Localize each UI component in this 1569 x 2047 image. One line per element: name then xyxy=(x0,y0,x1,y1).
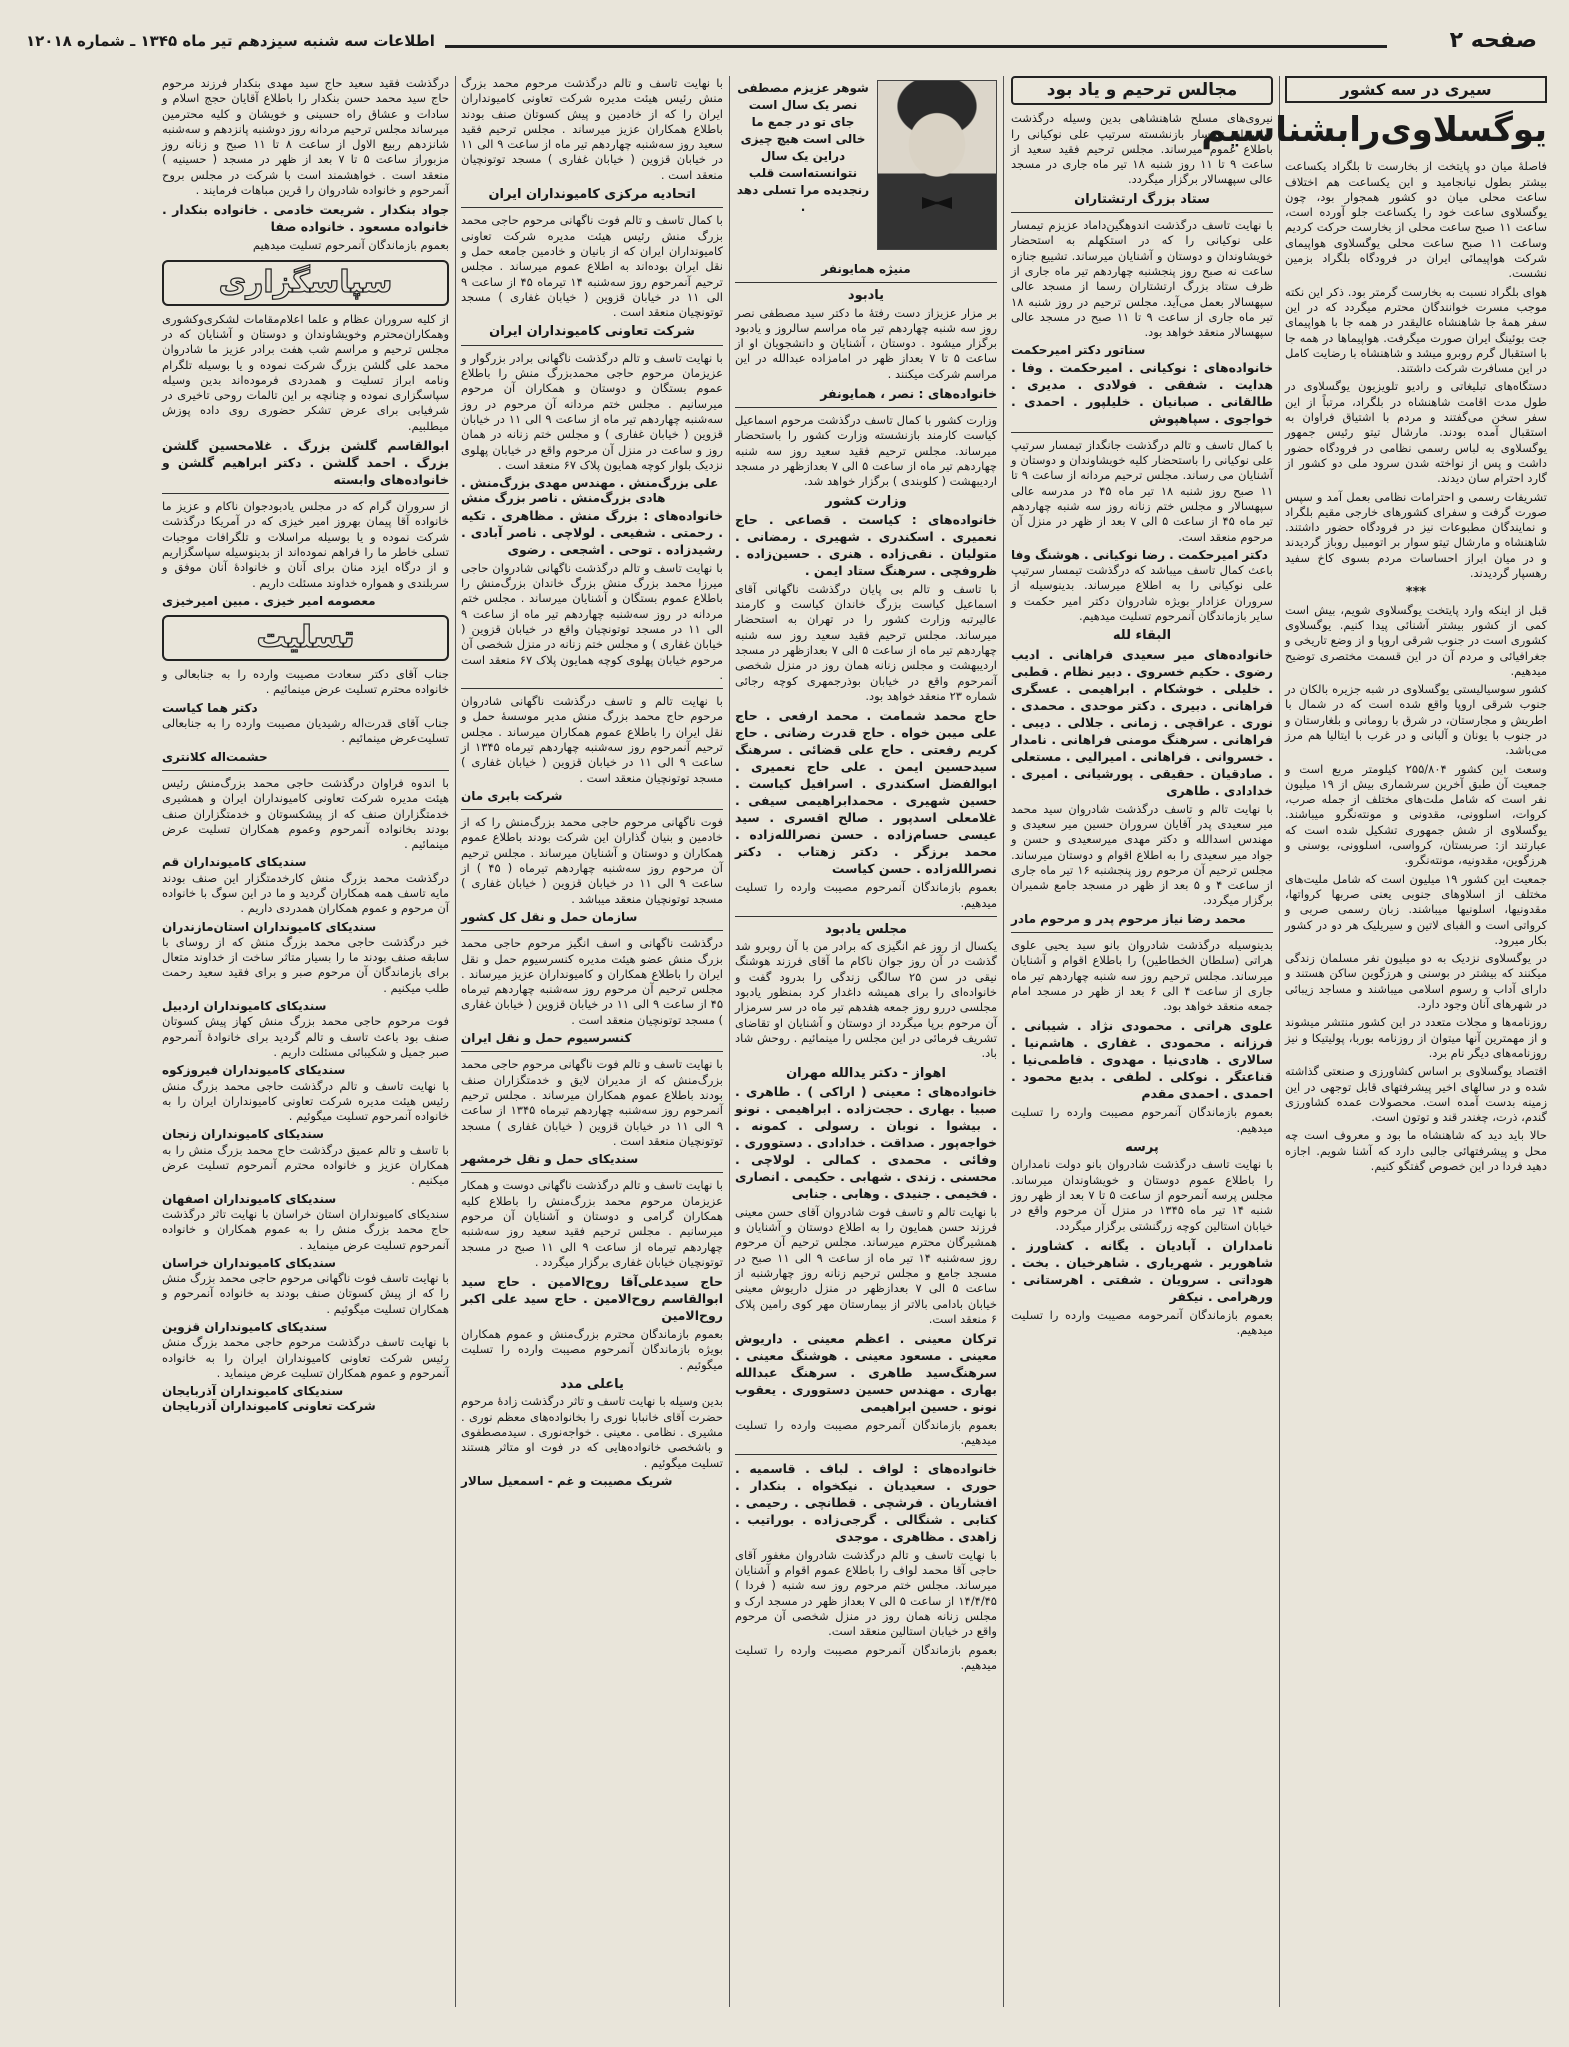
article-paragraph: روزنامه‌ها و مجلات متعدد در این کشور منتشر میشوند و از مهمترین آنها میتوان از روزنامه بوربا، پولیتیکا و نیز روزنامه‌های دیگر نام برد. xyxy=(1285,1015,1547,1060)
column-obituaries xyxy=(735,76,997,2007)
notice-paragraph: بعموم بازماندگان آنمرحوم تسلیت میدهیم xyxy=(252,238,449,253)
separator xyxy=(461,1051,723,1052)
family-names: خانواده‌های : معینی ( اراکی ) . طاهری . صبیا . بهاری . حجت‌زاده . ابراهیمی . نونو . بیشوا . نوبان . رسولی . کمونه . خواجه‌پور . صداقت . خدادادی . دستووری . وفائی . محمدی . کمالی . لولاچی . محسنی . زندی . شهابی . حکیمی . انصاری . فخیمی . جنیدی . وهابی . جنابی xyxy=(735,1083,997,1201)
notice-signature: سندیکای کامیونداران زنجان xyxy=(162,1127,324,1142)
notice-paragraph: از سروران گرام که در مجلس یادبودجوان ناکام و عزیز ما خانواده آقا پیمان بهروز امیر خیزی که در آمریکا درگذشت شرکت نموده و یا بوسیله مراسلات و تلگرافات موجبات تسلی خاطر ما را فراهم نموده‌اند از بدینوسیله سپاسگزاریم و از درگاه ایزد منان برای آنان و خانوادهٔ آنان موفق و سربلندی و همواره خداوند مسئلت داریم . xyxy=(162,499,449,590)
notice-paragraph: با نهایت تاسف درگذشت مرحوم حاجی محمد بزرگ منش رئیس شرکت تعاونی کامیونداران ایران را به خانواده آنمرحوم و عموم همکاران تسلیت عرض مینماید . xyxy=(162,1335,449,1380)
notice-paragraph: با نهایت تالم و تاسف درگذشت شادروان سید محمد میر سعیدی پدر آقایان سروران حسین میر سعیدی و مهندس اسدالله و دکتر مهدی میرسعیدی و حسن و جواد میر سعیدی را به اطلاع اقوام و دوستان میرساند. مجلس ترحیم آن مرحوم روز پنجشنبه ۱۶ تیر ماه جاری از ساعت ۴ و ۵ بعد از ظهر در مسجد جامع شمیران برگزار میگردد. xyxy=(1011,801,1274,908)
separator xyxy=(735,407,997,408)
notice-signature: حاج سیدعلی‌آقا روح‌الامین . حاج سید ابوالقاسم روح‌الامین . حاج سید علی اکبر روح‌الامین xyxy=(461,1274,723,1324)
family-names: حاج محمد شمامت . محمد ارفعی . حاج علی میبن خواه . حاج قدرت رضانی . حاج کریم رفعتی . حاج علی قضائی . سرهنگ سیدحسین ایمن . علی حاج نعمیری . ابوالفضل اسکندری . اسرافیل کیاست . حسین شهیری . محمدابراهیمی سیفی . غلامعلی اسدپور . صالح اقسری . سید عیسی حسام‌زاده . حسن نصرالله‌زاده . محمد برزگر . دکتر زهتاب . دکتر نصرالله‌زاده . حسن کیاست xyxy=(735,708,997,877)
date-issue-line: اطلاعات سه شنبه سیزدهم تیر ماه ۱۳۴۵ ـ شماره ۱۲۰۱۸ xyxy=(26,32,445,50)
notice-paragraph: با نهایت تاسف و تالم درگذشت مرحوم محمد بزرگ منش رئیس هیئت مدیره شرکت تعاونی کامیونداران ایران را که از خادمین و پیش کسوتان صنف بودند باطلاع همکاران عزیز میرساند . مجلس ترحیم فقید سعید روز سه‌شنبه چهاردهم تیر ماه از ساعت ۹ الی ۱۱ در خیابان قزوین ( خیابان غفاری ) مسجد توتونچیان منعقد است . xyxy=(461,76,723,182)
notice-paragraph: بعموم بازماندگان آنمرحوم مصیبت وارده را تسلیت میدهیم. xyxy=(1011,1105,1273,1135)
column-condolences xyxy=(461,76,723,2007)
dedication-text: شوهر عزیزم مصطفی نصر یک سال است جای تو در جمع ما خالی است هیچ چیزی دراین یک سال نتوانسته‌است قلب رنجدیده مرا تسلی دهد . xyxy=(736,81,870,214)
notice-signature: سازمان حمل و نقل کل کشور xyxy=(461,909,638,924)
notice-paragraph: فوت مرحوم حاجی محمد بزرگ منش کهاز پیش کسوتان صنف بود باعث تاسف و تالم گردید برای خانوادهٔ آنمرحوم صبر جمیل و شکیبائی مسئلت داریم . xyxy=(162,1014,449,1059)
notice-paragraph: سندیکای کامیونداران استان خراسان با نهایت تاثر درگذشت حاج محمد بزرگ منش را به عموم همکاران و خانواده آنمرحوم تسلیت عرض مینماید . xyxy=(162,1206,449,1252)
notice-paragraph: باعث کمال تاسف میباشد که درگذشت تیمسار سرتیپ علی نوکیانی را به اطلاع میرساند. بدینوسیله از سروران عزادار بویژه شادروان دکتر امیر حکمت و سایر بازماندگان آنمرحوم تسلیت میدهیم. xyxy=(1011,563,1273,624)
notice-paragraph: درگذشت محمد بزرگ منش کارخدمتگزار این صنف بودند مایه تاسف همه همکاران گردید و ما در این سوگ با خانواده آن مرحوم و عموم همکاران همدردی داریم . xyxy=(162,870,449,916)
separator xyxy=(461,1172,723,1173)
notice-paragraph: با نهایت تاسف درگذشت اندوهگین‌داماد عزیزم تیمسار علی نوکیانی را که در استکهلم به استحضار خویشاوندان و دوستان و آشنایان میرساند. تشییع جنازه ساعت نه صبح روز پنجشنبه چهاردهم تیر ماه جاری از ظرف ستاد بزرگ ارتشتاران رسما از مسجد عالی سپهسالار بعمل می‌آید. مجلس ترحیم در روز شنبه ۱۸ تیر ماه جاری از ساعت ۹ تا ۱۱ صبح در مسجد عالی سپهسالار منعقد خواهد بود. xyxy=(1011,218,1273,340)
notice-paragraph: فوت ناگهانی مرحوم حاجی محمد بزرگ‌منش را که از خادمین و بنیان گذاران این شرکت بودند باطلاع عموم همکاران و دوستان و آشنایان میرساند . مجلس ترحیم آن مرحوم روز سه‌شنبه چهاردهم تیرماه ( ۴۵ ) از ساعت ۹ الی ۱۱ در خیابان قزوین ( خیابان غفاری ) مسجد توتونچیان منعقد میباشد . xyxy=(461,815,724,906)
notice-signature: حشمت‌اله کلانتری xyxy=(162,749,268,764)
notice-heading: مجلس یادبود xyxy=(825,921,907,937)
notice-paragraph: بعموم بازماندگان آنمرحومه مصیبت وارده را تسلیت میدهیم. xyxy=(1011,1307,1273,1338)
notice-heading: پرسه xyxy=(1125,1140,1159,1156)
notice-signature: دکتر امیرحکمت . رضا نوکیانی . هوشنگ وفا xyxy=(1011,547,1268,562)
dedication-signature: منیژه همایونفر xyxy=(821,262,911,276)
notice-signature: وزارت کشور xyxy=(825,493,907,509)
notice-paragraph: بعموم بازماندگان آنمرحوم مصیبت وارده را تسلیت میدهیم. xyxy=(735,880,997,910)
article-paragraph: حالا باید دید که شاهنشاه ما بود و معروف است چه محل و پیشرفتهائی جالبی دارد که آشنا شویم. اجازه دهید فردا در این خصوص گفتگو کنیم. xyxy=(1285,1128,1547,1173)
masthead-rule xyxy=(322,45,1387,48)
separator xyxy=(735,1454,997,1455)
family-names: جواد بنکدار . شریعت خادمی . خانواده بنکدار . خانواده مسعود . خانواده صفا xyxy=(162,202,449,235)
notice-paragraph: بدین وسیله با نهایت تاسف و تاثر درگذشت زادهٔ مرحوم حضرت آقای خانبابا نوری را بخانواده‌های معظم نوری . مشیری . نظامی . معینی . خواجه‌نوری . سیدمصطفوی و باشخصی خانواده‌هایی که در فوت او متاثر هستند تسلیت میگوئیم . xyxy=(461,1394,723,1470)
notice-signature: معصومه امیر خیزی . مبین امیرخیزی xyxy=(162,593,376,608)
section-marker: *** xyxy=(1405,585,1427,601)
notice-paragraph: با نهایت تاسف و تالم درگذشت ناگهانی دوست و همکار عزیزمان مرحوم محمد بزرگ‌منش را باطلاع کلیه همکاران گرامی و دوستان و آشنایان آن مرحوم میرسانیم . مجلس ترحیم فقید سعید روز سه‌شنبه چهاردهم تیرماه از ساعت ۹ الی ۱۱ صبح در مسجد توتونچیان خیابان غفاری برگزار میگردد . xyxy=(461,1178,723,1269)
notice-signature: سندیکای کامیونداران قم xyxy=(162,855,307,870)
notice-paragraph: با نهایت تاسف و تالم درگذشت ناگهانی برادر بزرگوار و عزیزمان مرحوم حاجی محمدبزرگ منش را باطلاع عموم بستگان و دوستان و همکاران آن مرحوم میرسانیم . مجلس ختم مردانه آن مرحوم در روز سه‌شنبه چهاردهم تیر ماه از ساعت ۹ الی ۱۱ در خیابان قزوین ( خیابان غفاری ) و مجلس ختم زنانه در همان روز و ساعت در منزل آن مرحوم واقع در خیابان پهلوی نزدیک بلوار کوچه همایون پلاک ۶۷ منعقد است . xyxy=(461,350,723,472)
notice-paragraph: جناب آقای دکتر سعادت مصیبت وارده را به جنابعالی و خانواده محترم تسلیت عرض مینمائیم . xyxy=(162,667,449,697)
family-names: ترکان معینی . اعظم معینی . داریوش معینی . مسعود معینی . هوشنگ معینی . سرهنگ‌سید طاهری . سرهنگ عبدالله بهاری . مهندس حسین دستووری . یعقوب نونو . حسین ابراهیمی xyxy=(735,1331,997,1415)
notice-signature: سندیکای کامیونداران قزوین xyxy=(162,1320,328,1334)
notice-paragraph: با تاسف و تالم بی پایان درگذشت ناگهانی آقای اسماعیل کیاست بزرگ خاندان کیاست و کارمند عالیرتبه وزارت کشور را در تهران به استحضار میرساند. مجلس ترحیم فقید سعید روز سه شنبه چهاردهم تیر ماه از ساعت ۵ الی ۷ بعدازظهر در مسجد اردیبهشت و مجلس زنانه همان روز در منزل شخصی آنمرحوم واقع در خیابان بوذرجمهری کوچه رجائی شماره ۲۳ منعقد خواهد بود. xyxy=(735,581,997,703)
column-thanks-condolences xyxy=(162,76,449,2007)
notice-paragraph: جناب آقای قدرت‌اله رشیدیان مصیبت وارده را به جنابعالی تسلیت‌عرض مینمائیم . xyxy=(162,716,449,746)
separator xyxy=(1011,432,1273,433)
family-names: خانواده‌های میر سعیدی فراهانی . ادیب رضوی . حکیم خسروی . دبیر نظام . قطبی . خلیلی . خوشکام . ابراهیمی . عسگری فراهانی . دبیری . دکتر موحدی . محمدی . نوری . عراقچی . زمانی . جلالی . دیبی . فراهانی . سرهنگ مومنی فراهانی . نامدار . خسروانی . فراهانی . امیرالیی . مستعلی . صادقیان . حقیقی . پورشیانی . امیری . خدادادی . طاهری xyxy=(1011,646,1273,798)
article-paragraph: دستگاه‌های تبلیغاتی و رادیو تلویزیون یوگسلاوی در طول مدت اقامت شاهنشاه در بلگراد، مرتباً از این سفر سخن می‌گفتند و مردم با اشتیاق فراوان به استقبال آمده بودند. مارشال تیتو رئیس جمهور یوگسلاوی به لباس رسمی نظامی در فرودگاه حضور داشت و پس از نواخته شدن سرود ملی دو کشور از گارد احترام سان دیدند. xyxy=(1285,379,1547,486)
notice-signature: سندیکای کامیونداران خراسان xyxy=(162,1255,336,1270)
notice-heading: یادبود xyxy=(847,288,885,304)
article-paragraph: هوای بلگراد نسبت به بخارست گرمتر بود. ذکر این نکته موجب مسرت خوانندگان محترم میگردد که در این سفر همهٔ جا شاهنشاه عالیقدر در همه جا با هواپیمای جت بوئینگ ایران صورت میگرفت. هواپیماها در همه جا با استقبال گرم روبرو میشد و شاهنشاه با رضایت کامل در این مسافرت شرکت داشتند. xyxy=(1285,284,1547,376)
notice-paragraph: بدینوسیله درگذشت شادروان بانو سید یحیی علوی هراتی (سلطان الخطاطین) را باطلاع اقوام و آشنایان میرساند. مجلس ترحیم روز سه شنبه چهاردهم تیر ماه جاری از ساعت ۴ الی ۶ بعد از ظهر در مسجد امام جمعه منعقد خواهد بود. xyxy=(1011,937,1273,1014)
notice-paragraph: با نهایت تاسف و تالم درگذشت ناگهانی شادروان حاجی میرزا محمد بزرگ منش بزرگ خاندان بزرگ‌منش را باطلاع عموم بستگان و آشنایان میرساند . مجلس ختم مردانه در روز سه‌شنبه چهاردهم تیر ماه از ساعت ۹ الی ۱۱ در مسجد توتونچیان واقع در خیابان قزوین ( خیابان غفاری ) و مجلس ختم زنانه در منزل شخصی آن مرحوم خیابان پهلوی کوچه همایون پلاک ۶۷ منعقد است . xyxy=(461,560,723,682)
notice-paragraph: با نهایت تاسف و تالم درگذشت شادروان مغفور آقای حاجی آقا محمد لواف را باطلاع عموم اقوام و آشنایان میرساند. مجلس ختم مرحوم روز سه شنبه ( فردا ) ۱۴/۴/۴۵ از ساعت ۵ الی ۷ بعداز ظهر در مسجد ارک و مجلس زنانه همان روز در منزل شخصی آن مرحوم واقع در خیابان استالین منعقد است. xyxy=(735,1547,997,1639)
notice-signature: سندیکای حمل و نقل خرمشهر xyxy=(461,1152,639,1167)
article-paragraph: وسعت این کشور ۲۵۵/۸۰۴ کیلومتر مربع است و جمعیت آن طبق آخرین سرشماری بیش از ۱۹ میلیون نفر است که شامل ملت‌های مختلف از جمله صرب، کروات، اسلوونی، مقدونی و مونته‌نگرو میباشند. یوگسلاوی از شش جمهوری تشکیل شده است که عبارتند از: صربستان، کرواسی، اسلوونی، بوسنی و هرزگوین، مقدونیه، مونته‌نگرو. xyxy=(1285,761,1547,868)
article-headline: یوگسلاوی‌را‌بشناسیم xyxy=(1201,110,1547,151)
notice-paragraph: خبر درگذشت حاجی محمد بزرگ منش که از روسای با سابقه صنف بودند ما را بسیار متاثر ساخت از خداوند متعال برای بازماندگان آن مرحوم صبر و برای فقید سعید رحمت طلب میکنیم . xyxy=(162,934,449,995)
notice-paragraph: با کمال تاسف و تالم فوت ناگهانی مرحوم حاجی محمد بزرگ منش رئیس هیئت مدیره شرکت تعاونی کامیونداران ایران که از بانیان و خادمین جامعه حمل و نقل ایران بوده‌اند به اطلاع عموم میرساند . مجلس ترحیم آنمرحوم روز سه‌شنبه ۱۴ تیرماه ۴۵ از ساعت ۹ الی ۱۱ در خیابان قزوین ( خیابان غفاری ) مسجد توتونچیان منعقد است . xyxy=(461,213,723,320)
notice-paragraph: با اندوه فراوان درگذشت حاجی محمد بزرگ‌منش رئیس هیئت مدیره شرکت تعاونی کامیونداران ایران و همشیری خدمتگزاران صنف که از پیشکسوتان و خدمتگزاران صنف بودند بخانواده آنمرحوم وعموم همکاران تسلیت عرض مینمائیم . xyxy=(162,775,449,852)
notice-signature: شریک مصیبت و غم - اسمعیل سالار xyxy=(461,1473,673,1488)
series-label: سیری در سه کشور xyxy=(1285,76,1547,103)
family-names: نامداران . آبادیان . یگانه . کشاورز . شاهوریر . شهریاری . شاهرخیان . بخت . هوداتی . سرویان . شفتی . اهرستانی . ورهرامی . نیکفر xyxy=(1011,1237,1273,1304)
notice-signature: شرکت بابری مان xyxy=(461,788,563,803)
bowtie-icon xyxy=(922,197,952,209)
notice-signature: شرکت تعاونی کامیونداران آذربایجان xyxy=(162,1399,376,1414)
notice-signature: دکتر هما کیاست xyxy=(162,700,258,715)
notice-paragraph: بعموم بازماندگان آنمرحوم مصیبت وارده را تسلیت میدهیم. xyxy=(735,1642,997,1672)
notice-heading: البقاء لله xyxy=(1112,628,1172,644)
notice-paragraph: با نهایت تاسف فوت ناگهانی مرحوم حاجی محمد بزرگ منش را که از پیش کسوتان صنف بودند به خانواده آنمرحوم و همکاران تسلیت میگوئیم . xyxy=(162,1271,449,1316)
notice-signature: ستاد بزرگ ارتشتاران xyxy=(1074,191,1210,207)
notice-signature: سندیکای کامیونداران اردبیل xyxy=(162,999,327,1014)
separator xyxy=(1011,212,1273,213)
family-names: خانواده‌های : کیاست . قصاعی . حاج نعمیری . اسکندری . شهیری . رمضانی . متولیان . نقی‌زاده . هنری . حسین‌زاده . ظروفچی . سرهنگ ستاد ایمن . xyxy=(735,511,997,578)
page-number: صفحه ۲ xyxy=(1440,28,1537,53)
family-names: خانواده‌های : نصر ، همایونفر xyxy=(820,386,997,402)
notice-signature: سندیکای کامیونداران فیروزکوه xyxy=(162,1063,346,1078)
article-paragraph: تشریفات رسمی و احترامات نظامی بعمل آمد و سپس صورت گرفت و سفرای کشورهای خارجی مقیم بلگراد و نمایندگان مطبوعات نیز در فرودگاه حضور داشتند. شاهنشاه و مارشال تیتو سوار بر اتومبیل روباز گردیدند و در میان ابراز احساسات مردم بسوی کاخ سفید رهسپار گردیدند. xyxy=(1285,489,1547,581)
article-paragraph: جمعیت این کشور ۱۹ میلیون است که شامل ملیت‌های مختلف از اسلاوهای جنوبی یعنی صربها کرواتها، مقدونیها، اسلونیها میباشند. زبان رسمی صربی و کرواتی است و الفبای لاتین و سیریلیک هر دو در کشور بکار میرود. xyxy=(1285,871,1547,947)
notice-paragraph: نیروی‌های مسلح شاهنشاهی بدین وسیله درگذشت شادروان تیمسار بازنشسته سرتیپ علی نوکیانی را باطلاع عموم میرساند. مجلس ترحیم فقید سعید از ساعت ۹ تا ۱۱ روز شنبه ۱۸ تیر ماه جاری در مسجد عالی سپهسالار برگزار میگردد. xyxy=(1011,111,1273,187)
separator xyxy=(461,345,723,346)
notice-paragraph: از کلیه سروران عظام و علما اعلام‌مقامات لشکری‌وکشوری وهمکاران‌محترم وخویشاوندان و دوستان و آشنایان که در مجلس ترحیم و مراسم شب هفت برادر عزیز ما شادروان محمد علی گلشن بزرگ شرکت نموده و یا بوسیله تلگرام ونامه ابراز تسلیت و همدردی فرموده‌اند بدین وسیله سپاسگزاری نموده و چنانچه بر این تالمات روحی تاخیری در شرفیابی برای عرض تشکر حضوری روی داده پوزش میطلبیم. xyxy=(162,311,449,433)
column-yugoslavia-article xyxy=(1201,76,1547,2007)
column-divider xyxy=(1279,76,1280,2007)
notice-signature: سندیکای کامیونداران اصفهان xyxy=(162,1191,337,1206)
memorials-banner: مجالس ترحیم و یاد بود xyxy=(1011,76,1273,105)
notice-signature: شرکت تعاونی کامیونداران ایران xyxy=(489,324,695,340)
notice-paragraph: بعموم بازماندگان محترم بزرگ‌منش و عموم همکاران بویژه بازماندگان آنمرحوم مصیبت وارده را تسلیت میگوئیم . xyxy=(461,1327,723,1372)
notice-paragraph: با نهایت تالم و تاسف فوت شادروان آقای حسن معینی فرزند حسن همایون را به اطلاع دوستان و آشنایان و همشیرگان محترم میرساند. مجلس ترحیم آن مرحوم روز سه‌شنبه ۱۴ تیر ماه از ساعت ۹ الی ۱۱ صبح در مسجد جامع و مجلس ترحیم زنانه روز چهارشنبه از ساعت ۵ الی ۷ بعدازظهر در منزل داریوش معینی خیابان بادامی بالاتر از بیمارستان مهر کوی رامین پلاک ۶ منعقد است. xyxy=(735,1204,997,1326)
notice-paragraph: وزارت کشور با کمال تاسف درگذشت مرحوم اسماعیل کیاست کارمند بازنشسته وزارت کشور را باستحضار میرساند. مجلس ترحیم فقید سعید روز سه شنبه چهاردهم تیر ماه از ساعت ۵ الی ۷ بعدازظهر در مسجد اردیبهشت ( کلوبندی ) برگزار خواهد شد. xyxy=(735,413,997,489)
family-names: خانواده‌های : لواف . لباف . قاسمیه . حوری . سعیدیان . نیکخواه . بنکدار . افشاریان . فرشچی . قطانچی . رحیمی . کتابی . شنگالی . گرجی‌زاده . بوراتیب . زاهدی . مظاهری . موجدی xyxy=(735,1460,997,1544)
notice-paragraph: با نهایت تاسف درگذشت شادروان بانو دولت نامداران را باطلاع عموم دوستان و خویشاوندان میرساند. مجلس پرسه آنمرحوم از ساعت ۵ تا ۷ بعد از ظهر روز شنبه ۱۴ تیر ماه ۱۳۴۵ در منزل آن مرحوم واقع در خیابان استالین کوچه زرگنشتی برگزار میگردد. xyxy=(1011,1157,1274,1233)
masthead xyxy=(22,28,1547,64)
article-paragraph: کشور سوسیالیستی یوگسلاوی در شبه جزیره بالکان در جنوب شرقی اروپا واقع شده است که در شمال با اطریش و مجارستان، در شرق با رومانی و بلغارستان و در جنوب با یونان و آلبانی و در غرب با ایتالیا هم مرز می‌باشد. xyxy=(1285,682,1547,758)
notice-paragraph: بعموم بازماندگان آنمرحوم مصیبت وارده را تسلیت میدهیم. xyxy=(735,1418,997,1448)
notice-paragraph: یکسال از روز غم انگیزی که برادر من با آن روبرو شد گذشت در آن روز جوان ناکام ما آقای فرزند هوشنگ نیقی در سن ۲۵ سالگی زندگی را بدرود گفت و خانواده‌ای را برای همیشه داغدار کرد بمنظور یادبود مجلسی دررو روز جمعه هفدهم تیر ماه در سر سرمزار آن مرحوم برپا میگردد از دوستان و آشنایان او تقاضای تشریف فرمائی در این مجلس را مینمائیم . روحش شاد باد. xyxy=(735,939,998,1061)
separator xyxy=(1011,932,1273,933)
separator xyxy=(461,809,723,810)
notice-signature: ابوالقاسم گلشن بزرگ . غلامحسین گلشن بزرگ . احمد گلشن . دکتر ابراهیم گلشن و خانواده‌های وابسته xyxy=(162,438,449,488)
article-paragraph: فاصلهٔ میان دو پایتخت از بخارست تا بلگراد یکساعت بیشتر بطول نیانجامید و این یکساعت هم اختلاف ساعت محلی میان دو کشور همجوار بود، چون یوگسلاوی ساعت خود را یکساعت جلو آورده است، ساعت ۱۱ صبح ساعت محلی از بخارست حرکت کردیم وساعت ۱۱ صبح ساعت محلی یوگسلاوی هواپیمای شرکت هواپیمائی ایران در فرودگاه بلگراد بزمین نشست. xyxy=(1285,159,1547,281)
family-names: خانواده‌های : بزرگ منش . مظاهری . تکیه . رحمتی . شفیعی . لولاچی . ناصر آبادی . رشیدزاده . توحی . اشجعی . رضوی xyxy=(461,507,723,557)
portrait-block xyxy=(735,76,997,256)
separator xyxy=(735,282,997,283)
family-names: خانواده‌های : نوکیانی . امیرحکمت . وفا . هدایت . شفقی . فولادی . مدیری . طالقانی . صبانیان . خلیلپور . احمدی . خواجوی . سپاهپوش xyxy=(1011,359,1273,426)
notice-paragraph: با نهایت تاسف و تالم فوت ناگهانی مرحوم حاجی محمد بزرگ‌منش که از مدیران لایق و خدمتگزاران صنف بودند باطلاع عموم همکاران میرساند . مجلس ترحیم آنمرحوم روز سه‌شنبه چهاردهم تیرماه ۱۳۴۵ از ساعت ۹ الی ۱۱ در خیابان قزوین ( خیابان غفاری ) مسجد توتونچیان منعقد است . xyxy=(461,1057,723,1148)
notice-paragraph: با نهایت تالم و تاسف درگذشت ناگهانی شادروان مرحوم حاج محمد بزرگ منش مدیر موسسهٔ حمل و نقل ایران را باطلاع عموم همکاران میرساند . مجلس ترحیم آنمرحوم روز سه‌شنبه چهاردهم تیرماه ۱۳۴۵ از ساعت ۹ الی ۱۱ در خیابان قزوین ( خیابان غفاری ) مسجد توتونچیان منعقد است . xyxy=(461,694,723,785)
column-divider xyxy=(729,76,730,2007)
article-paragraph: در یوگسلاوی نزدیک به دو میلیون نفر مسلمان زندگی میکنند که بیشتر در بوسنی و هرزگوین ساکن هستند و دارای آداب و رسوم اسلامی میباشند و مساجد زیبائی در شهرهای آنان وجود دارد. xyxy=(1285,951,1547,1012)
notice-signature: علی بزرگ‌منش . مهندس مهدی بزرگ‌منش . هادی بزرگ‌منش . ناصر بزرگ منش xyxy=(461,476,719,506)
article-paragraph: اقتصاد یوگسلاوی بر اساس کشاورزی و صنعتی گذاشته شده و در سالهای اخیر پیشرفتهای قابل توجهی در این زمینه بدست آمده است. محصولات عمده کشاورزی گندم، ذرت، چغندر قند و توتون است. xyxy=(1285,1064,1547,1125)
separator xyxy=(162,493,449,494)
column-memorials xyxy=(1011,76,1273,2007)
separator xyxy=(461,688,723,689)
notice-signature: سندیکای کامیونداران آذربایجان xyxy=(162,1384,344,1399)
portrait-photo xyxy=(877,80,997,250)
separator xyxy=(461,207,723,208)
notice-signature: کنسرسیوم حمل و نقل ایران xyxy=(461,1031,632,1046)
condolence-title: تسلیت xyxy=(162,615,449,661)
notice-signature: محمد رضا نیاز مرحوم پدر و مرحوم مادر xyxy=(1011,911,1246,926)
family-names: علوی هراتی . محمودی نژاد . شیبانی . فرزانه . محمودی . غفاری . هاشم‌نیا . سالاری . هادی‌نیا . مهدوی . فاطمی‌نیا . قناعتگر . نوکلی . لطفی . بدیع محمود . احمدی . احمدی مقدم xyxy=(1011,1018,1273,1102)
notice-signature: اهواز - دکتر یدالله مهران xyxy=(786,1065,946,1081)
column-divider xyxy=(455,76,456,2007)
notice-paragraph: با تاسف و تالم عمیق درگذشت حاج محمد بزرگ منش را به همکاران عزیز و خانواده محترم آنمرحوم تسلیت عرض میکنیم . xyxy=(162,1142,449,1188)
notice-paragraph: بر مزار عزیزاز دست رفتهٔ ما دکتر سید مصطفی نصر روز سه شنبه چهاردهم تیر ماه مراسم سالروز و یادبود برگزار میشود . دوستان ، آشنایان و دانشجویان او از ساعت ۵ تا ۷ بعداز ظهر در امامزاده عبدالله در این مراسم شرکت میکنند . xyxy=(735,305,998,381)
separator xyxy=(162,770,449,771)
notice-paragraph: درگذشت ناگهانی و اسف انگیز مرحوم حاجی محمد بزرگ منش عضو هیئت مدیره کنسرسیوم حمل و نقل ایران را باطلاع همکاران و کامیونداران عزیز میرساند . مجلس ترحیم آن مرحوم روز سه‌شنبه چهاردهم تیرماه ۴۵ از ساعت ۹ الی ۱۱ در خیابان قزوین ( خیابان غفاری ) مسجد توتونچیان منعقد است . xyxy=(461,936,723,1027)
notice-signature: اتحادیه مرکزی کامیونداران ایران xyxy=(488,187,696,203)
notice-paragraph: درگذشت فقید سعید حاج سید مهدی بنکدار فرزند مرحوم حاج سید محمد حسن بنکدار را باطلاع آقایان حجج اسلام و سادات و عشاق راه حسینی و خویشان و کلیه محترمین میرساند مجلس ترحیم مردانه روز دوشنبه پانزدهم و سه‌شنبه شانزدهم ربیع الاول از ساعت ۸ تا ۱۱ صبح و زنانه روز مزبوراز ساعت ۵ تا ۷ بعد از ظهر در مسجد ( حسینیه ) منعقد است . خواهشمند است با شرکت در مجلس بروح آنمرحوم و خانواده شادروان را قرین مباهات فرمایند . xyxy=(162,76,450,198)
column-divider xyxy=(1003,76,1004,2007)
separator xyxy=(461,930,723,931)
separator xyxy=(735,916,997,917)
notice-paragraph: با کمال تاسف و تالم درگذشت جانگداز تیمسار سرتیپ علی نوکیانی را باستحضار کلیه خویشاوندان و دوستان و آشنایان می رساند. مجلس ترحیم مردانه از ساعت ۹ تا ۱۱ صبح روز شنبه ۱۸ تیر ماه ۴۵ در مدرسه عالی سپهسالار و مجلس ختم زنانه روز سه شنبه چهاردهم تیر ماه ۴۵ از ساعت ۵ الی ۷ بعد از ظهر در منزل آن مرحوم منعقد است. xyxy=(1011,437,1274,544)
thanks-title: سپاسگزاری xyxy=(162,260,449,306)
article-paragraph: قبل از اینکه وارد پایتخت یوگسلاوی شویم، بیش است کمی از کشور بیشتر آشنائی پیدا کنیم. یوگسلاوی کشوری است در جنوب شرقی اروپا و از وضع تاریخی و جغرافیائی و مردم آن در این قسمت مختصری توضیح میدهیم. xyxy=(1285,602,1547,678)
notice-heading: یاعلی مدد xyxy=(560,1377,624,1393)
notice-signature: سناتور دکتر امیرحکمت xyxy=(1011,343,1146,358)
notice-signature: سندیکای کامیونداران استان‌مازندران xyxy=(162,919,377,934)
notice-paragraph: با نهایت تاسف و تالم درگذشت حاجی محمد بزرگ منش رئیس هیئت مدیره شرکت تعاونی کامیونداران ایران را به خانواده آنمرحوم تسلیت میگوئیم . xyxy=(162,1078,449,1124)
